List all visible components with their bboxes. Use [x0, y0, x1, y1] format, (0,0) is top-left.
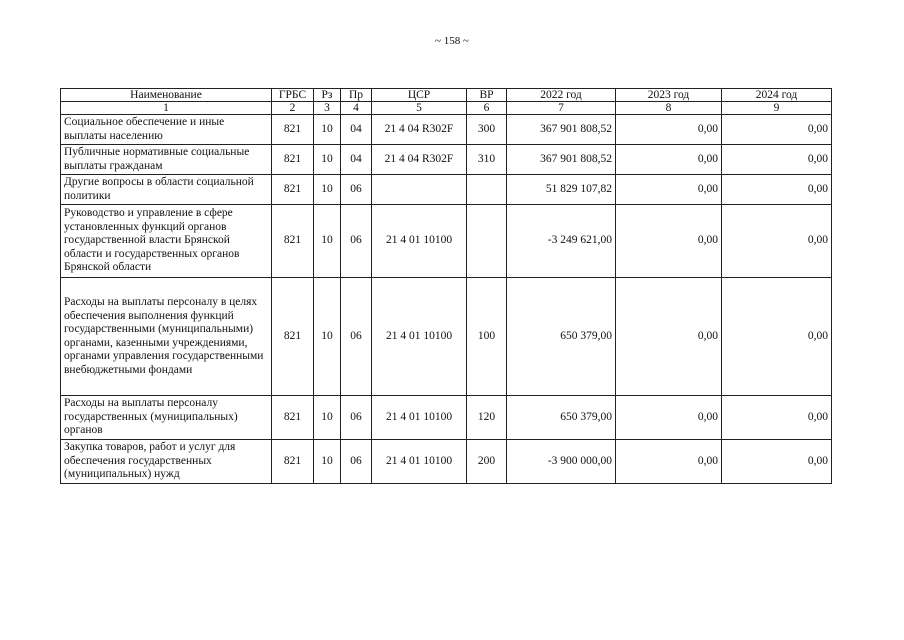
row-vr [467, 175, 507, 205]
row-rz: 10 [314, 145, 341, 175]
header-vr: ВР [467, 89, 507, 102]
row-pr: 06 [341, 278, 372, 396]
column-number: 4 [341, 102, 372, 115]
row-pr: 06 [341, 440, 372, 484]
column-number: 5 [372, 102, 467, 115]
row-name: Социальное обеспечение и иные выплаты населению [61, 115, 272, 145]
header-row [61, 89, 832, 102]
row-pr: 06 [341, 396, 372, 440]
row-grbs: 821 [272, 115, 314, 145]
column-number: 9 [722, 102, 832, 115]
table-row [61, 440, 832, 484]
row-2024: 0,00 [722, 175, 832, 205]
row-rz: 10 [314, 396, 341, 440]
row-2022: 650 379,00 [507, 278, 616, 396]
row-grbs: 821 [272, 175, 314, 205]
row-2024: 0,00 [722, 396, 832, 440]
row-name: Публичные нормативные социальные выплаты гражданам [61, 145, 272, 175]
row-2023: 0,00 [616, 115, 722, 145]
row-2023: 0,00 [616, 278, 722, 396]
table-row [61, 145, 832, 175]
row-grbs: 821 [272, 396, 314, 440]
row-2022: -3 900 000,00 [507, 440, 616, 484]
row-2023: 0,00 [616, 145, 722, 175]
header-2022: 2022 год [507, 89, 616, 102]
row-rz: 10 [314, 278, 341, 396]
row-rz: 10 [314, 205, 341, 278]
row-csr: 21 4 01 10100 [372, 278, 467, 396]
row-pr: 04 [341, 115, 372, 145]
row-grbs: 821 [272, 278, 314, 396]
table-row [61, 278, 832, 396]
row-2022: 51 829 107,82 [507, 175, 616, 205]
header-csr: ЦСР [372, 89, 467, 102]
table-row [61, 396, 832, 440]
column-number-row [61, 102, 832, 115]
column-number: 7 [507, 102, 616, 115]
row-2023: 0,00 [616, 205, 722, 278]
row-grbs: 821 [272, 205, 314, 278]
row-name: Другие вопросы в области социальной политики [61, 175, 272, 205]
header-2023: 2023 год [616, 89, 722, 102]
row-rz: 10 [314, 115, 341, 145]
row-2022: 650 379,00 [507, 396, 616, 440]
page-number: ~ 158 ~ [435, 35, 469, 47]
row-2023: 0,00 [616, 440, 722, 484]
table-row [61, 115, 832, 145]
row-csr: 21 4 01 10100 [372, 205, 467, 278]
row-name: Расходы на выплаты персоналу в целях обеспечения выполнения функций государственными (муниципальными) органами, казенными учреждениями, органами управления государственными внебюджетными фондами [61, 278, 272, 396]
row-name: Руководство и управление в сфере установленных функций органов государственной власти Брянской области и государственных органов Брянской области [61, 205, 272, 278]
row-name: Расходы на выплаты персоналу государственных (муниципальных) органов [61, 396, 272, 440]
row-csr [372, 175, 467, 205]
row-csr: 21 4 04 R302F [372, 145, 467, 175]
row-2024: 0,00 [722, 145, 832, 175]
row-pr: 06 [341, 175, 372, 205]
column-number: 6 [467, 102, 507, 115]
header-grbs: ГРБС [272, 89, 314, 102]
table-row [61, 175, 832, 205]
header-2024: 2024 год [722, 89, 832, 102]
table-row [61, 205, 832, 278]
row-grbs: 821 [272, 145, 314, 175]
row-vr: 120 [467, 396, 507, 440]
row-2023: 0,00 [616, 396, 722, 440]
row-2024: 0,00 [722, 115, 832, 145]
budget-table [60, 88, 832, 484]
row-2024: 0,00 [722, 278, 832, 396]
row-vr: 300 [467, 115, 507, 145]
row-grbs: 821 [272, 440, 314, 484]
column-number: 8 [616, 102, 722, 115]
row-rz: 10 [314, 440, 341, 484]
row-vr [467, 205, 507, 278]
row-2022: -3 249 621,00 [507, 205, 616, 278]
row-2022: 367 901 808,52 [507, 115, 616, 145]
header-name: Наименование [61, 89, 272, 102]
row-vr: 310 [467, 145, 507, 175]
column-number: 1 [61, 102, 272, 115]
row-pr: 04 [341, 145, 372, 175]
row-pr: 06 [341, 205, 372, 278]
column-number: 2 [272, 102, 314, 115]
row-vr: 100 [467, 278, 507, 396]
column-number: 3 [314, 102, 341, 115]
row-name: Закупка товаров, работ и услуг для обеспечения государственных (муниципальных) нужд [61, 440, 272, 484]
row-2023: 0,00 [616, 175, 722, 205]
row-2024: 0,00 [722, 205, 832, 278]
header-rz: Рз [314, 89, 341, 102]
header-pr: Пр [341, 89, 372, 102]
row-2024: 0,00 [722, 440, 832, 484]
row-csr: 21 4 01 10100 [372, 440, 467, 484]
row-csr: 21 4 04 R302F [372, 115, 467, 145]
row-csr: 21 4 01 10100 [372, 396, 467, 440]
row-vr: 200 [467, 440, 507, 484]
row-2022: 367 901 808,52 [507, 145, 616, 175]
row-rz: 10 [314, 175, 341, 205]
